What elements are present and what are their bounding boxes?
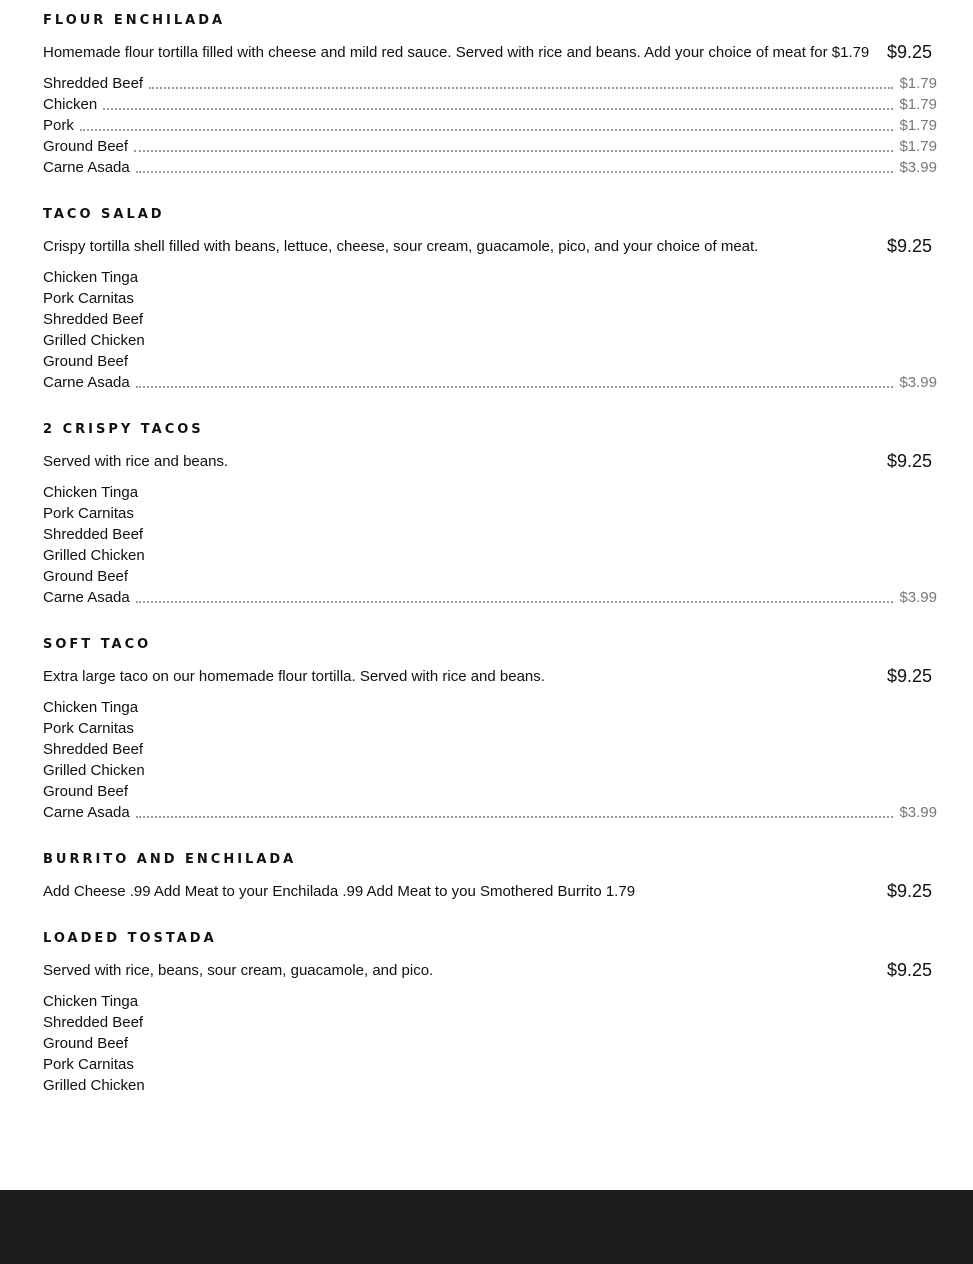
option-row (43, 115, 937, 136)
leader-dots (80, 129, 894, 131)
item-description (43, 236, 883, 257)
item-description (43, 451, 883, 472)
item-row (43, 451, 937, 472)
item-price: $9.25 (887, 960, 933, 980)
option-name: Ground Beef (43, 138, 129, 155)
leader-dots (136, 386, 894, 388)
option-name: Pork Carnitas (43, 720, 134, 737)
leader-dots (149, 87, 893, 89)
option-name: Shredded Beef (43, 75, 144, 92)
option-row (43, 1054, 937, 1075)
menu-section (43, 421, 937, 608)
option-name: Carne Asada (43, 804, 130, 821)
option-row (43, 136, 937, 157)
option-row (43, 718, 937, 739)
option-row (43, 991, 937, 1012)
item-price: $9.25 (887, 666, 933, 686)
option-name: Shredded Beef (43, 311, 144, 328)
option-name: Ground Beef (43, 783, 129, 800)
item-row (43, 960, 937, 981)
option-name: Carne Asada (43, 159, 130, 176)
item-row (43, 236, 937, 257)
item-price: $9.25 (887, 42, 933, 62)
menu-section (43, 636, 937, 823)
item-description (43, 42, 883, 63)
options-list (43, 267, 937, 393)
option-name: Shredded Beef (43, 741, 144, 758)
option-row (43, 482, 937, 503)
item-description-text: Served with rice and beans. (43, 453, 232, 470)
option-row (43, 288, 937, 309)
option-name: Chicken Tinga (43, 484, 139, 501)
option-price: $1.79 (899, 75, 937, 92)
option-price: $3.99 (899, 589, 937, 606)
option-row (43, 566, 937, 587)
option-row (43, 73, 937, 94)
item-description (43, 666, 883, 687)
option-price: $1.79 (899, 117, 937, 134)
options-list (43, 73, 937, 178)
item-description (43, 881, 883, 902)
option-price: $1.79 (899, 96, 937, 113)
options-list (43, 991, 937, 1096)
option-name: Ground Beef (43, 568, 129, 585)
leader-dots (136, 816, 894, 818)
item-description-text: Extra large taco on our homemade flour tortilla. Served with rice and beans. (43, 668, 549, 685)
option-row (43, 503, 937, 524)
item-description-text: Served with rice, beans, sour cream, guacamole, and pico. (43, 962, 437, 979)
option-row (43, 524, 937, 545)
leader-dots (136, 171, 894, 173)
option-name: Carne Asada (43, 589, 130, 606)
item-row (43, 881, 937, 902)
menu-section (43, 0, 937, 178)
option-price: $3.99 (899, 159, 937, 176)
option-name: Pork Carnitas (43, 1056, 134, 1073)
option-name: Ground Beef (43, 353, 129, 370)
option-name: Pork Carnitas (43, 290, 134, 307)
option-row (43, 697, 937, 718)
section-title: LOADED TOSTADA (43, 931, 217, 946)
option-name: Chicken Tinga (43, 269, 139, 286)
item-description-text: Add Cheese .99 Add Meat to your Enchilada .99 Add Meat to you Smothered Burrito 1.79 (43, 883, 639, 900)
option-row (43, 587, 937, 608)
item-description-text: Homemade flour tortilla filled with cheese and mild red sauce. Served with rice and beans. Add your choice of meat for $1.79 (43, 44, 873, 61)
option-name: Grilled Chicken (43, 762, 145, 779)
item-price: $9.25 (887, 881, 933, 901)
option-row (43, 781, 937, 802)
options-list (43, 482, 937, 608)
footer (0, 1190, 973, 1264)
item-row (43, 666, 937, 687)
option-row (43, 351, 937, 372)
option-price: $3.99 (899, 374, 937, 391)
option-price: $1.79 (899, 138, 937, 155)
item-description (43, 960, 883, 981)
option-name: Chicken (43, 96, 98, 113)
options-list (43, 697, 937, 823)
item-price: $9.25 (887, 451, 933, 471)
option-name: Grilled Chicken (43, 332, 145, 349)
option-row (43, 1075, 937, 1096)
option-name: Chicken Tinga (43, 993, 139, 1010)
option-row (43, 739, 937, 760)
option-row (43, 94, 937, 115)
option-row (43, 1012, 937, 1033)
item-row (43, 42, 937, 63)
section-title: 2 CRISPY TACOS (43, 422, 204, 437)
section-title: SOFT TACO (43, 637, 152, 652)
section-title: FLOUR ENCHILADA (43, 13, 226, 28)
menu-section (43, 851, 937, 902)
section-title: TACO SALAD (43, 207, 165, 222)
option-name: Shredded Beef (43, 526, 144, 543)
option-row (43, 545, 937, 566)
menu (43, 0, 937, 1124)
option-row (43, 157, 937, 178)
option-row (43, 802, 937, 823)
menu-section (43, 206, 937, 393)
option-name: Shredded Beef (43, 1014, 144, 1031)
option-name: Pork (43, 117, 74, 134)
leader-dots (134, 150, 893, 152)
option-row (43, 372, 937, 393)
option-name: Grilled Chicken (43, 1077, 145, 1094)
item-description-text: Crispy tortilla shell filled with beans, lettuce, cheese, sour cream, guacamole, pico, and your choice of meat. (43, 238, 762, 255)
section-title: BURRITO AND ENCHILADA (43, 852, 297, 867)
option-name: Pork Carnitas (43, 505, 134, 522)
option-name: Grilled Chicken (43, 547, 145, 564)
option-price: $3.99 (899, 804, 937, 821)
menu-section (43, 930, 937, 1096)
option-row (43, 330, 937, 351)
leader-dots (136, 601, 894, 603)
option-name: Chicken Tinga (43, 699, 139, 716)
option-name: Ground Beef (43, 1035, 129, 1052)
option-name: Carne Asada (43, 374, 130, 391)
option-row (43, 267, 937, 288)
item-price: $9.25 (887, 236, 933, 256)
option-row (43, 760, 937, 781)
option-row (43, 1033, 937, 1054)
leader-dots (103, 108, 893, 110)
option-row (43, 309, 937, 330)
